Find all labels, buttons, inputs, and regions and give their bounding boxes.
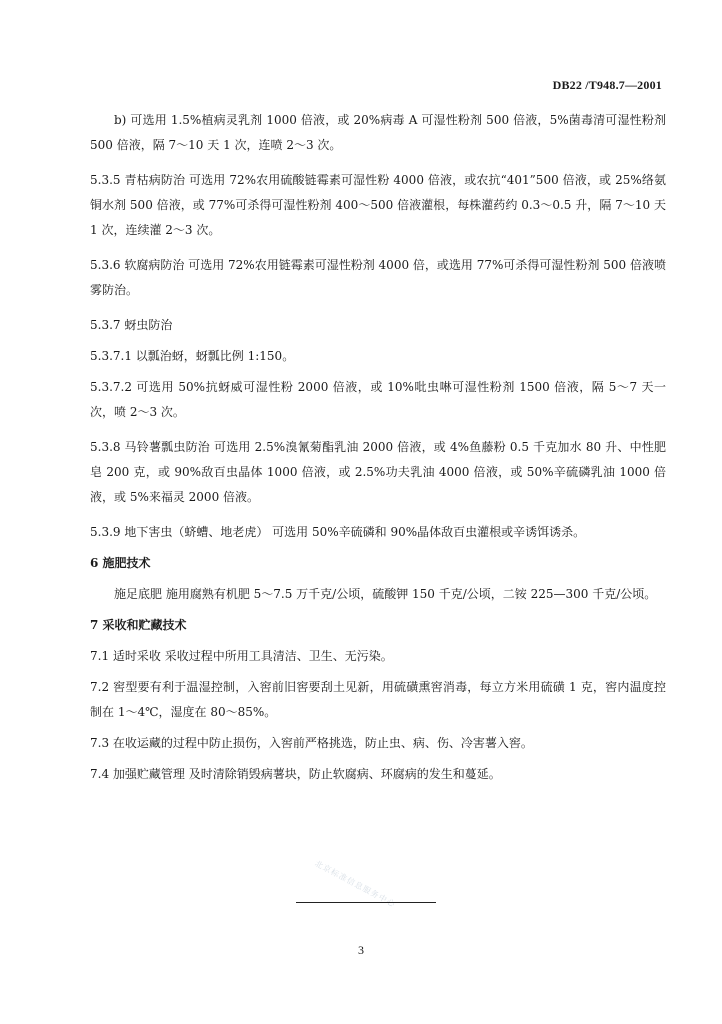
paragraph-7-4: 7.4 加强贮藏管理 及时清除销毁病薯块，防止软腐病、环腐病的发生和蔓延。 bbox=[90, 767, 501, 781]
paragraph-5-3-9: 5.3.9 地下害虫（蛴螬、地老虎） 可选用 50%辛硫磷和 90%晶体敌百虫灌根或辛诱饵诱杀。 bbox=[90, 525, 586, 539]
paragraph-5-3-8: 5.3.8 马铃薯瓢虫防治 可选用 2.5%溴氰菊酯乳油 2000 倍液，或 4%鱼藤粉 0.5 千克加水 80 升、中性肥皂 200 克，或 90%敌百虫晶体 1000 倍液，或 2.5%功夫乳油 4000 倍液，或 50%辛硫磷乳油 1000 倍液，或 5%来福灵 2000 倍液。 bbox=[90, 440, 666, 504]
paragraph-5-3-7-1: 5.3.7.1 以瓢治蚜，蚜瓢比例 1:150。 bbox=[90, 349, 295, 363]
document-body bbox=[90, 108, 666, 793]
heading-7: 7 采收和贮藏技术 bbox=[90, 618, 187, 632]
paragraph-6-fertilizer: 施足底肥 施用腐熟有机肥 5～7.5 万千克/公顷，硫酸钾 150 千克/公顷，二铵 225—300 千克/公顷。 bbox=[114, 587, 657, 601]
paragraph-5-3-5: 5.3.5 青枯病防治 可选用 72%农用硫酸链霉素可湿性粉 4000 倍液，或农抗“401”500 倍液，或 25%络氨铜水剂 500 倍液，或 77%可杀得可湿性粉剂 400～500 倍液灌根，每株灌药约 0.3～0.5 升，隔 7～10 天 1 次，连续灌 2～3 次。 bbox=[90, 173, 666, 237]
end-rule bbox=[296, 902, 436, 903]
heading-6: 6 施肥技术 bbox=[90, 556, 151, 570]
page-number: 3 bbox=[358, 943, 364, 957]
paragraph-7-2: 7.2 窖型要有利于温湿控制，入窖前旧窖要刮土见新，用硫磺熏窖消毒，每立方米用硫磺 1 克，窖内温度控制在 1～4℃，湿度在 80～85%。 bbox=[90, 680, 666, 719]
paragraph-5-3-4-b: b) 可选用 1.5%植病灵乳剂 1000 倍液，或 20%病毒 A 可湿性粉剂 500 倍液，5%菌毒清可湿性粉剂 500 倍液，隔 7～10 天 1 次，连喷 2～3 次。 bbox=[90, 113, 666, 152]
paragraph-7-1: 7.1 适时采收 采收过程中所用工具清洁、卫生、无污染。 bbox=[90, 649, 393, 663]
paragraph-7-3: 7.3 在收运藏的过程中防止损伤，入窖前严格挑选，防止虫、病、伤、冷害薯入窖。 bbox=[90, 736, 533, 750]
paragraph-5-3-7-2: 5.3.7.2 可选用 50%抗蚜威可湿性粉 2000 倍液，或 10%吡虫啉可湿性粉剂 1500 倍液，隔 5～7 天一次，喷 2～3 次。 bbox=[90, 380, 666, 419]
watermark: 北京标准信息服务中心 bbox=[313, 858, 397, 910]
standard-code: DB22 /T948.7—2001 bbox=[552, 78, 662, 92]
heading-5-3-7: 5.3.7 蚜虫防治 bbox=[90, 318, 173, 332]
paragraph-5-3-6: 5.3.6 软腐病防治 可选用 72%农用链霉素可湿性粉剂 4000 倍，或选用 77%可杀得可湿性粉剂 500 倍液喷雾防治。 bbox=[90, 258, 666, 297]
